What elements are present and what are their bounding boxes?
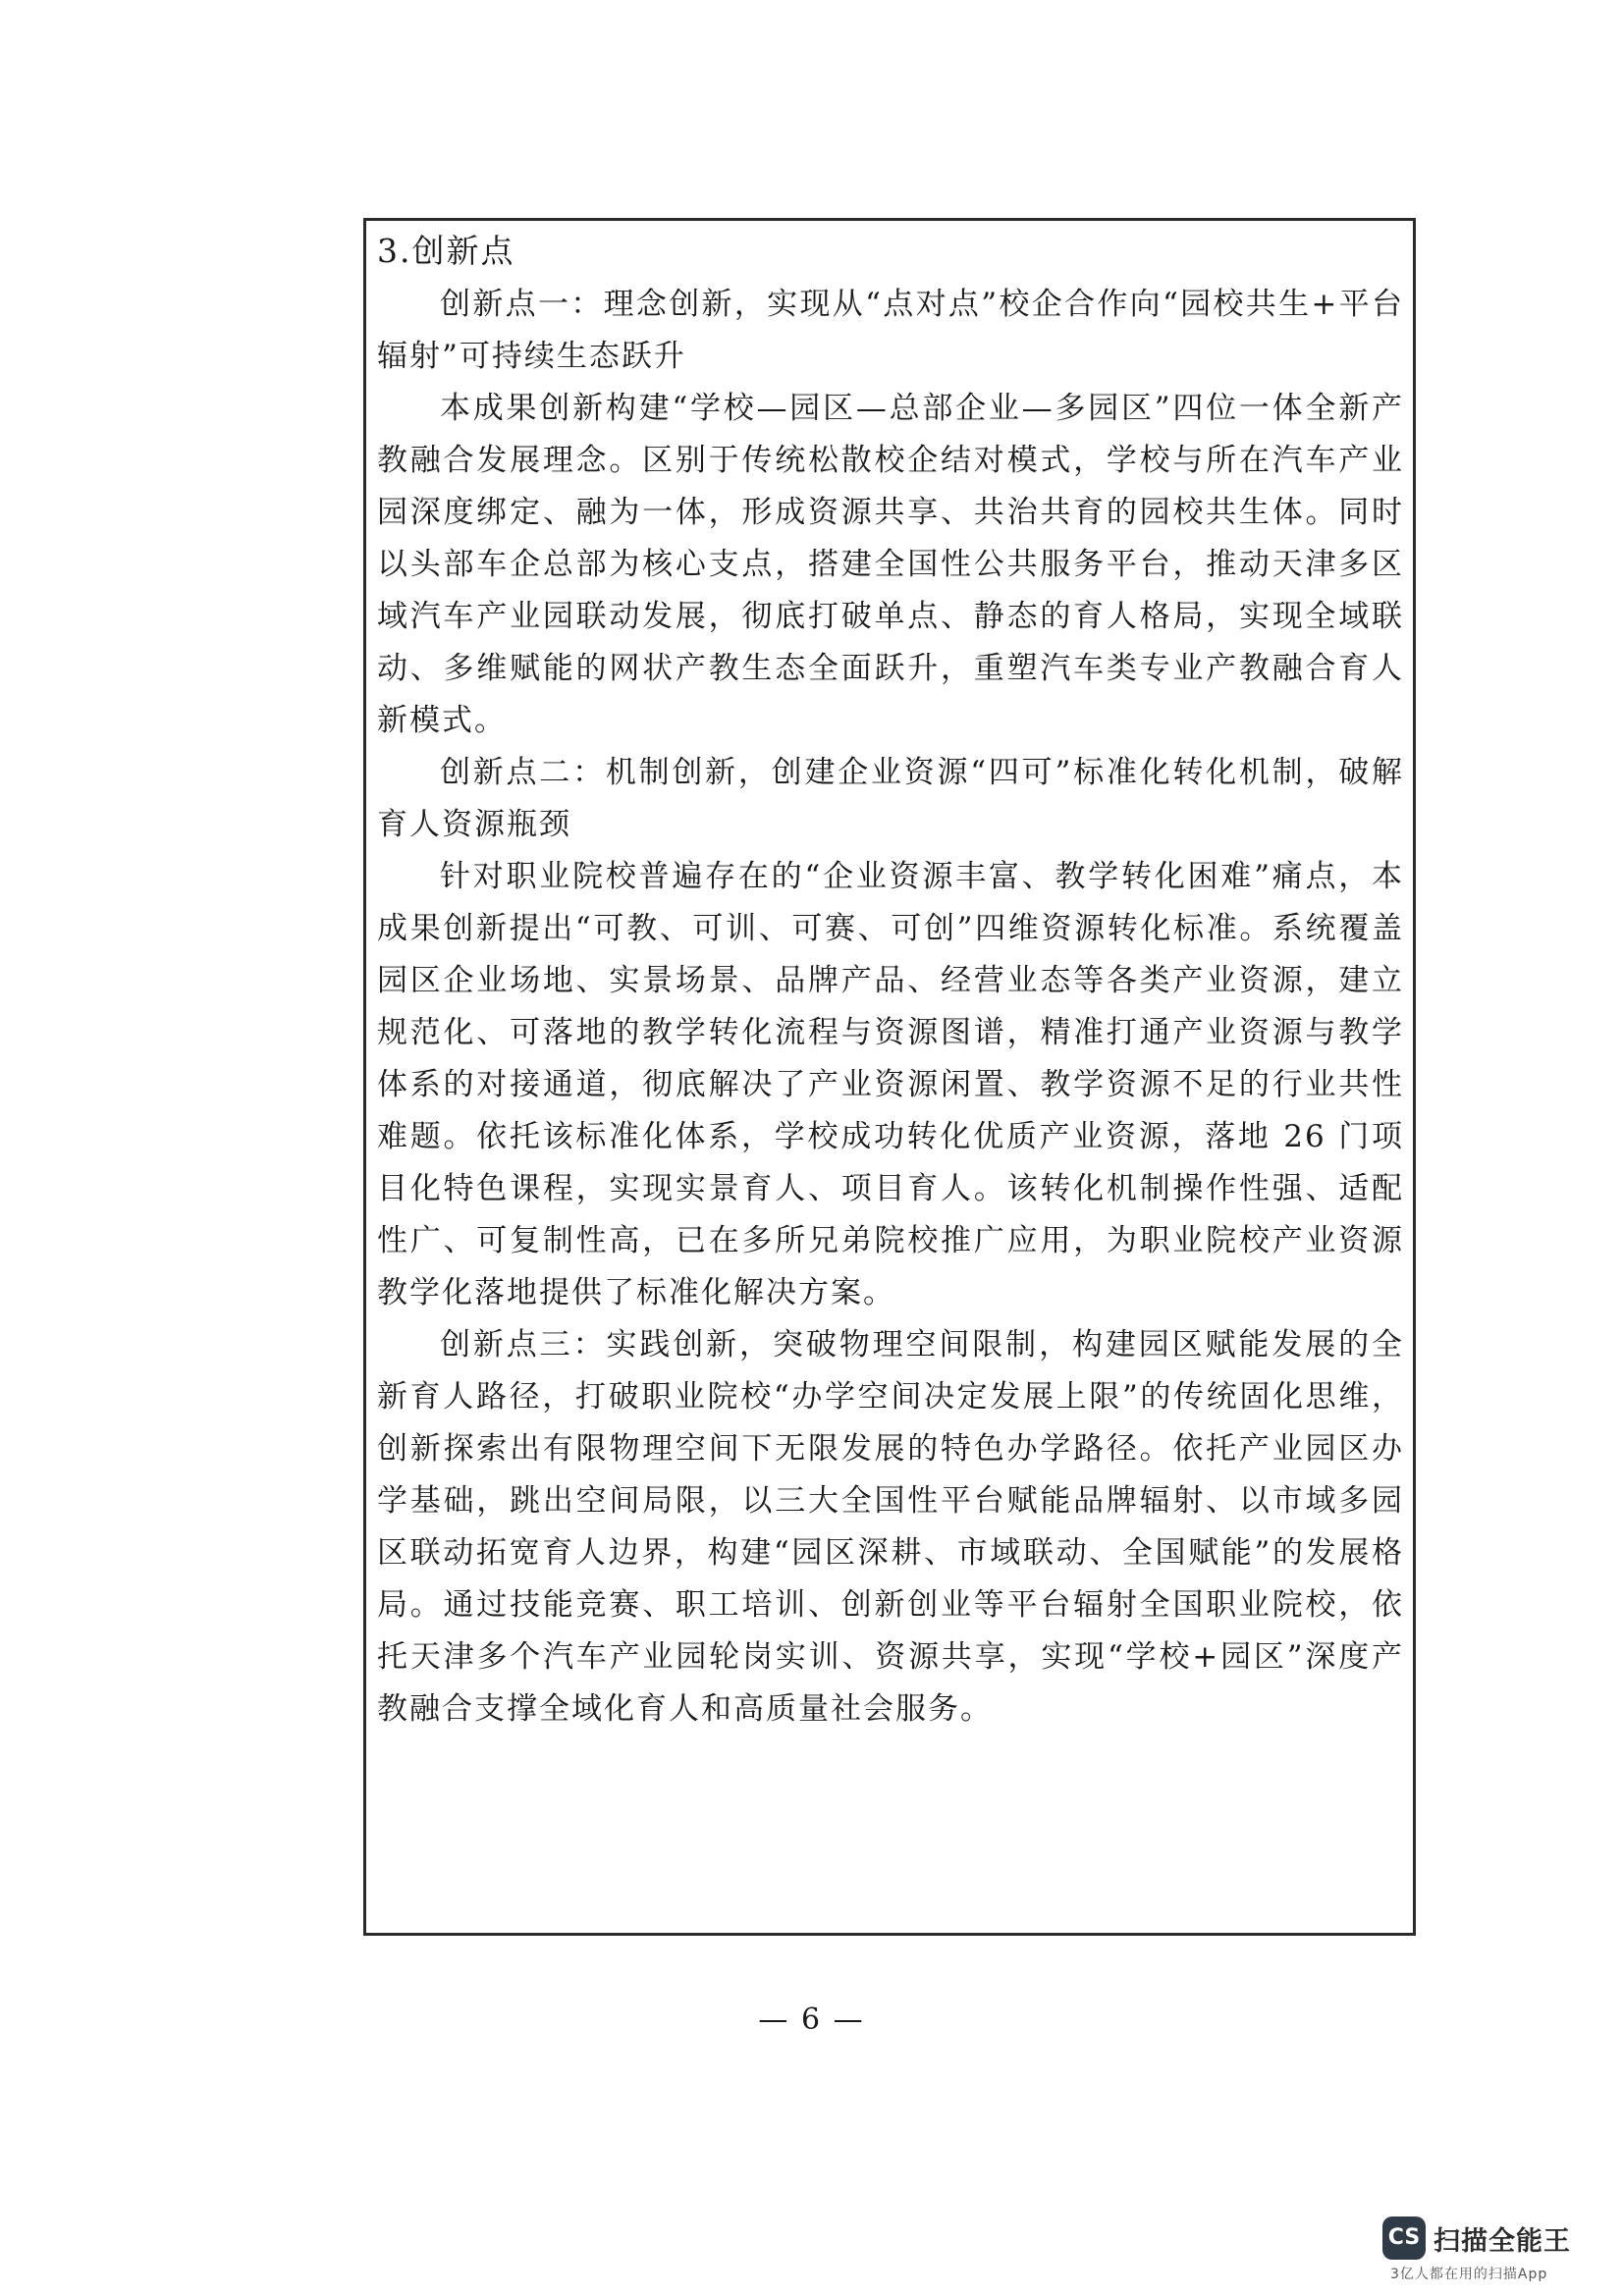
innovation-2-title: 创新点二：机制创新，创建企业资源“四可”标准化转化机制，破解育人资源瓶颈 <box>377 755 1404 842</box>
camscanner-logo-icon: CS <box>1382 2216 1426 2260</box>
section-heading: 3.创新点 <box>377 232 515 270</box>
innovation-1-title: 创新点一：理念创新，实现从“点对点”校企合作向“园校共生+平台辐射”可持续生态跃升 <box>377 287 1404 374</box>
watermark-app-name: 扫描全能王 <box>1434 2226 1571 2257</box>
page-number: — 6 — <box>758 2002 865 2037</box>
innovation-3-body: 创新点三：实践创新，突破物理空间限制，构建园区赋能发展的全新育人路径，打破职业院校“办学空间决定发展上限”的传统固化思维，创新探索出有限物理空间下无限发展的特色办学路径。依托产业园区办学基础，跳出空间局限，以三大全国性平台赋能品牌辐射、以市域多园区联动拓宽育人边界，构建“园区深耕、市域联动、全国赋能”的发展格局。通过技能竞赛、职工培训、创新创业等平台辐射全国职业院校，依托天津多个汽车产业园轮岗实训、资源共享，实现“学校+园区”深度产教融合支撑全域化育人和高质量社会服务。 <box>377 1327 1404 1727</box>
innovation-2-body: 针对职业院校普遍存在的“企业资源丰富、教学转化困难”痛点，本成果创新提出“可教、可训、可赛、可创”四维资源转化标准。系统覆盖园区企业场地、实景场景、品牌产品、经营业态等各类产业资源，建立规范化、可落地的教学转化流程与资源图谱，精准打通产业资源与教学体系的对接通道，彻底解决了产业资源闲置、教学资源不足的行业共性难题。依托该标准化体系，学校成功转化优质产业资源，落地 26 门项目化特色课程，实现实景育人、项目育人。该转化机制操作性强、适配性广、可复制性高，已在多所兄弟院校推广应用，为职业院校产业资源教学化落地提供了标准化解决方案。 <box>377 859 1404 1310</box>
innovation-1-body: 本成果创新构建“学校—园区—总部企业—多园区”四位一体全新产教融合发展理念。区别于传统松散校企结对模式，学校与所在汽车产业园深度绑定、融为一体，形成资源共享、共治共育的园校共生体。同时以头部车企总部为核心支点，搭建全国性公共服务平台，推动天津多区域汽车产业园联动发展，彻底打破单点、静态的育人格局，实现全域联动、多维赋能的网状产教生态全面跃升，重塑汽车类专业产教融合育人新模式。 <box>377 391 1404 738</box>
watermark-tagline: 3亿人都在用的扫描App <box>1390 2267 1548 2282</box>
scanner-watermark <box>1382 2216 1618 2285</box>
section-content <box>377 224 1404 1735</box>
